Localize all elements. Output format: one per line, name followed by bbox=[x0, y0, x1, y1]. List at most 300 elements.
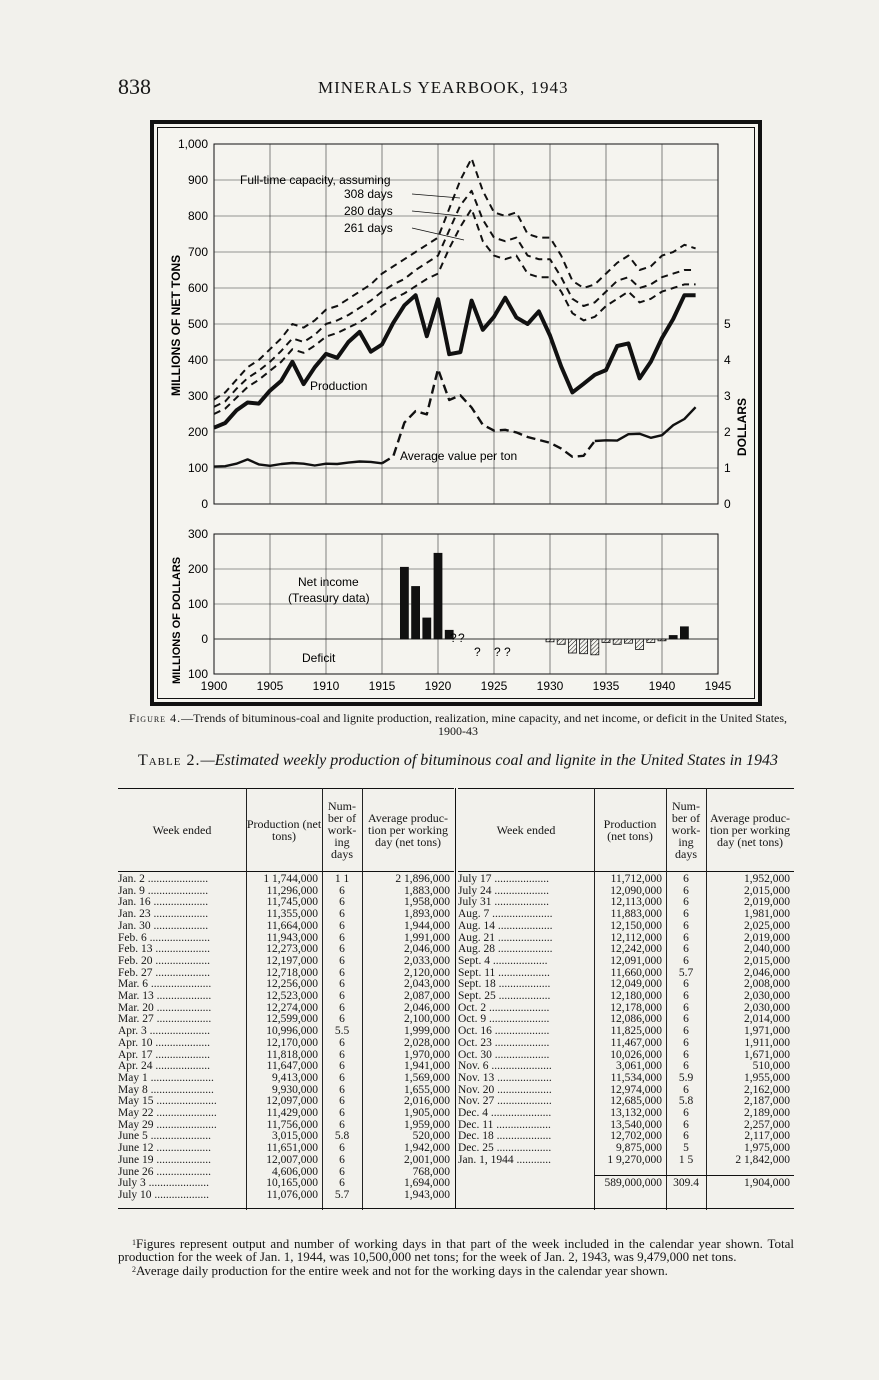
week-ended-cell: Sept. 25 .................. bbox=[458, 991, 551, 1002]
average-production-cell: 1,959,000 bbox=[404, 1118, 450, 1131]
working-days-cell: 5.7 bbox=[678, 966, 694, 979]
lower-tick-label: 200 bbox=[187, 562, 208, 576]
working-days-cell: 6 bbox=[339, 884, 345, 897]
deficit-label: Deficit bbox=[302, 651, 336, 665]
week-ended-cell: July 3 ..................... bbox=[118, 1178, 210, 1190]
working-days-cell: 6 bbox=[683, 873, 689, 885]
table-title-text: —Estimated weekly production of bituminous coal and lignite in the United States in 1943 bbox=[200, 752, 779, 769]
average-production-cell: 2,120,000 bbox=[404, 966, 450, 979]
working-days-cell: 5.9 bbox=[678, 1071, 694, 1084]
average-production-cell: 1,569,000 bbox=[404, 1071, 450, 1084]
week-ended-cell: Jan. 23 ................... bbox=[118, 909, 209, 921]
chart-lines bbox=[214, 158, 696, 466]
average-value-line-recent bbox=[595, 407, 696, 441]
week-ended-cell: Aug. 21 ................... bbox=[458, 932, 553, 944]
left-tick-label: 1,000 bbox=[177, 137, 208, 151]
right-tick-label: 1 bbox=[724, 461, 731, 475]
table-row bbox=[118, 1073, 454, 1085]
working-days-cell: 6 bbox=[339, 1013, 345, 1026]
average-production-cell: 1,991,000 bbox=[404, 931, 450, 944]
table-title bbox=[118, 752, 798, 770]
production-cell: 3,015,000 bbox=[272, 1130, 318, 1143]
average-production-cell: 2,019,000 bbox=[744, 896, 790, 909]
tick-labels bbox=[178, 137, 732, 693]
working-days-cell: 6 bbox=[683, 908, 689, 921]
week-ended-cell: Feb. 20 ................... bbox=[118, 955, 210, 967]
average-production-cell: 1,952,000 bbox=[744, 873, 790, 885]
average-production-cell: 1,975,000 bbox=[744, 1142, 790, 1155]
week-ended-cell: Oct. 23 ................... bbox=[458, 1037, 550, 1049]
footnote-1-text: Figures represent output and number of working days in that part of the week included in the calendar year shown. Total production for the week of Jan. 1, 1944, was 10,500,000 net tons; for the week of Jan. 2, 1943, was 9,479,000 net tons. bbox=[118, 1236, 794, 1264]
average-production-cell: 1,694,000 bbox=[404, 1177, 450, 1190]
production-cell: 11,660,000 bbox=[610, 966, 662, 979]
left-tick-label: 600 bbox=[187, 281, 208, 295]
week-ended-cell: Mar. 27 ................... bbox=[118, 1014, 212, 1026]
table-row bbox=[118, 921, 454, 933]
unknown-mark-1: ? bbox=[450, 631, 457, 645]
unknown-mark-4: ? bbox=[494, 645, 501, 659]
table-row bbox=[118, 1038, 454, 1050]
working-days-cell: 5.5 bbox=[334, 1025, 350, 1038]
week-ended-cell: Nov. 13 ................... bbox=[458, 1072, 552, 1084]
average-production-cell: 2,046,000 bbox=[404, 1001, 450, 1014]
production-cell: 1 9,270,000 bbox=[607, 1153, 662, 1166]
table-label: Table 2. bbox=[137, 752, 201, 769]
label-261-days: 261 days bbox=[344, 221, 393, 235]
average-production-cell: 2 1,896,000 bbox=[395, 873, 450, 885]
deficit-bar bbox=[624, 639, 632, 643]
x-tick-label: 1900 bbox=[200, 679, 228, 693]
table-header-cell: Num-ber of work-ing days bbox=[327, 799, 357, 861]
net-income-bar bbox=[680, 627, 688, 639]
table-left-half bbox=[118, 788, 454, 1228]
table-header-cell: Average produc-tion per working day (net tons) bbox=[367, 811, 449, 849]
working-days-cell: 6 bbox=[339, 1083, 345, 1096]
table-row bbox=[458, 1038, 794, 1050]
week-ended-cell: June 26 ................... bbox=[118, 1166, 211, 1178]
working-days-cell: 1 1 bbox=[334, 873, 350, 885]
production-cell: 11,296,000 bbox=[266, 884, 318, 897]
average-production-cell: 1,893,000 bbox=[404, 908, 450, 921]
week-ended-cell: Jan. 30 ................... bbox=[118, 920, 209, 932]
production-cell: 11,745,000 bbox=[266, 896, 318, 909]
table-row bbox=[118, 874, 454, 886]
right-tick-label: 2 bbox=[724, 425, 731, 439]
x-tick-label: 1920 bbox=[424, 679, 452, 693]
week-ended-cell: Mar. 6 ..................... bbox=[118, 979, 212, 991]
lower-tick-label: 0 bbox=[201, 632, 208, 646]
working-days-cell: 6 bbox=[339, 1177, 345, 1190]
working-days-cell: 6 bbox=[683, 1060, 689, 1073]
label-308-days: 308 days bbox=[344, 187, 393, 201]
average-production-cell: 2,030,000 bbox=[744, 1001, 790, 1014]
figure-caption-text: —Trends of bituminous-coal and lignite production, realization, mine capacity, and net income, or deficit in the United States, 1900-43 bbox=[181, 711, 788, 738]
footnotes bbox=[118, 1236, 794, 1277]
right-axis-label: DOLLARS bbox=[735, 398, 749, 456]
production-cell: 12,685,000 bbox=[610, 1095, 662, 1108]
working-days-cell: 6 bbox=[683, 978, 689, 991]
production-cell: 12,599,000 bbox=[266, 1013, 318, 1026]
working-days-cell: 6 bbox=[339, 1060, 345, 1073]
working-days-cell: 6 bbox=[683, 1118, 689, 1131]
week-ended-cell: Jan. 2 ..................... bbox=[118, 874, 209, 885]
week-ended-cell: May 1 ...................... bbox=[118, 1072, 214, 1084]
footnote-2: $^2$Average daily production for the entire week and not for the working days in the calendar year shown. bbox=[132, 1263, 668, 1278]
average-production-cell: 2,016,000 bbox=[404, 1095, 450, 1108]
lower-tick-label: 100 bbox=[187, 667, 208, 681]
week-ended-cell: June 5 ..................... bbox=[118, 1131, 211, 1143]
working-days-cell: 6 bbox=[339, 1071, 345, 1084]
week-ended-cell: Dec. 18 ................... bbox=[458, 1131, 552, 1143]
table-right-half bbox=[458, 788, 794, 1228]
working-days-cell: 6 bbox=[683, 1107, 689, 1119]
working-days-cell: 6 bbox=[339, 966, 345, 979]
production-cell: 11,825,000 bbox=[610, 1025, 662, 1038]
production-cell: 12,007,000 bbox=[266, 1153, 318, 1166]
working-days-cell: 6 bbox=[683, 954, 689, 967]
right-tick-label: 5 bbox=[724, 317, 731, 331]
capacity-261-line bbox=[214, 209, 696, 414]
unknown-mark-3: ? bbox=[474, 645, 481, 659]
week-ended-cell: June 19 ................... bbox=[118, 1154, 211, 1166]
table-header-cell: Week ended bbox=[496, 823, 556, 837]
total-rule bbox=[594, 1175, 794, 1176]
table-header-row bbox=[458, 788, 794, 872]
week-ended-cell: May 8 ...................... bbox=[118, 1084, 214, 1096]
production-cell: 12,273,000 bbox=[266, 943, 318, 956]
net-income-bar bbox=[400, 567, 408, 639]
working-days-cell: 6 bbox=[683, 931, 689, 944]
table-row bbox=[118, 956, 454, 968]
production-cell: 11,756,000 bbox=[266, 1118, 318, 1131]
left-tick-label: 100 bbox=[187, 461, 208, 475]
average-production-cell: 2,001,000 bbox=[404, 1153, 450, 1166]
production-cell: 11,943,000 bbox=[266, 931, 318, 944]
average-value-line bbox=[214, 459, 382, 466]
table-header-cell: Average produc-tion per working day (net tons) bbox=[709, 811, 791, 849]
production-cell: 12,112,000 bbox=[610, 931, 662, 944]
average-production-cell: 2,043,000 bbox=[404, 978, 450, 991]
production-cell: 3,061,000 bbox=[616, 1060, 662, 1073]
deficit-bar bbox=[580, 639, 588, 654]
production-cell: 9,413,000 bbox=[272, 1071, 318, 1084]
right-tick-label: 3 bbox=[724, 389, 731, 403]
net-income-bar bbox=[434, 553, 442, 639]
figure-caption bbox=[118, 712, 798, 738]
production-cell: 11,651,000 bbox=[266, 1142, 318, 1155]
week-ended-cell: Apr. 10 ................... bbox=[118, 1037, 210, 1049]
week-ended-cell: Oct. 16 ................... bbox=[458, 1026, 550, 1038]
left-tick-label: 900 bbox=[187, 173, 208, 187]
average-production-cell: 1,955,000 bbox=[744, 1071, 790, 1084]
production-line bbox=[214, 295, 696, 428]
week-ended-cell: Oct. 30 ................... bbox=[458, 1049, 550, 1061]
average-production-cell: 1,981,000 bbox=[744, 908, 790, 921]
production-cell: 1 1,744,000 bbox=[263, 873, 318, 885]
production-cell: 12,197,000 bbox=[266, 954, 318, 967]
week-ended-cell: Dec. 11 ................... bbox=[458, 1119, 551, 1131]
working-days-cell: 5.7 bbox=[334, 1188, 350, 1201]
lower-axis-label: MILLIONS OF DOLLARS bbox=[171, 556, 183, 684]
average-production-cell: 2,100,000 bbox=[404, 1013, 450, 1026]
working-days-cell: 6 bbox=[339, 931, 345, 944]
production-cell: 12,523,000 bbox=[266, 990, 318, 1002]
production-cell: 11,647,000 bbox=[266, 1060, 318, 1073]
net-income-bar bbox=[669, 636, 677, 640]
capacity-legend-label: Full-time capacity, assuming bbox=[240, 173, 391, 187]
right-tick-label: 4 bbox=[724, 353, 731, 367]
x-tick-label: 1905 bbox=[256, 679, 284, 693]
week-ended-cell: June 12 ................... bbox=[118, 1143, 211, 1155]
week-ended-cell: Dec. 25 ................... bbox=[458, 1143, 552, 1155]
working-days-cell: 6 bbox=[339, 1095, 345, 1108]
week-ended-cell: Jan. 1, 1944 ............ bbox=[458, 1154, 551, 1166]
deficit-bar bbox=[591, 639, 599, 655]
average-production-cell: 2,040,000 bbox=[744, 943, 790, 956]
footnote-1: $^1$Figures represent output and number of working days in that part of the week included in the calendar year shown. Total production for the week of Jan. 1, 1944, was 10,500,000 net tons; for the week of Jan. 2, 1943, was 9,479,000 net tons. bbox=[118, 1236, 794, 1264]
production-cell: 12,113,000 bbox=[610, 896, 662, 909]
net-income-bar bbox=[412, 587, 420, 640]
x-tick-label: 1945 bbox=[704, 679, 732, 693]
production-cell: 11,467,000 bbox=[610, 1036, 662, 1049]
production-cell: 11,712,000 bbox=[610, 873, 662, 885]
week-ended-cell: Feb. 27 ................... bbox=[118, 967, 210, 979]
average-production-cell: 510,000 bbox=[752, 1060, 790, 1073]
average-production-cell: 2,189,000 bbox=[744, 1107, 790, 1119]
average-production-total: 1,904,000 bbox=[744, 1177, 790, 1190]
average-production-cell: 2,046,000 bbox=[744, 966, 790, 979]
working-days-cell: 6 bbox=[683, 884, 689, 897]
working-days-cell: 6 bbox=[683, 1048, 689, 1061]
label-280-days: 280 days bbox=[344, 204, 393, 218]
week-ended-cell: Nov. 6 ..................... bbox=[458, 1061, 552, 1073]
production-cell: 11,664,000 bbox=[266, 919, 318, 932]
table-body bbox=[118, 788, 794, 1228]
production-cell: 12,718,000 bbox=[266, 966, 318, 979]
x-tick-label: 1925 bbox=[480, 679, 508, 693]
production-cell: 11,355,000 bbox=[266, 908, 318, 921]
deficit-bar bbox=[546, 639, 554, 642]
x-tick-label: 1935 bbox=[592, 679, 620, 693]
working-days-cell: 6 bbox=[339, 1153, 345, 1166]
production-cell: 11,818,000 bbox=[266, 1048, 318, 1061]
production-cell: 12,274,000 bbox=[266, 1001, 318, 1014]
production-cell: 4,606,000 bbox=[272, 1165, 318, 1178]
week-ended-cell: Feb. 13 ................... bbox=[118, 944, 210, 956]
production-cell: 12,091,000 bbox=[610, 954, 662, 967]
production-cell: 12,178,000 bbox=[610, 1001, 662, 1014]
week-ended-cell: Apr. 24 ................... bbox=[118, 1061, 210, 1073]
working-days-cell: 6 bbox=[339, 1118, 345, 1131]
net-income-bar bbox=[423, 618, 431, 639]
page-number: 838 bbox=[118, 74, 151, 99]
production-cell: 12,086,000 bbox=[610, 1013, 662, 1026]
table-header-cell: Week ended bbox=[152, 823, 212, 837]
average-production-cell: 1,671,000 bbox=[744, 1048, 790, 1061]
working-days-cell: 6 bbox=[339, 896, 345, 909]
deficit-bar bbox=[613, 639, 621, 644]
working-days-cell: 6 bbox=[339, 908, 345, 921]
average-production-cell: 768,000 bbox=[412, 1165, 450, 1178]
production-cell: 9,930,000 bbox=[272, 1083, 318, 1096]
average-production-cell: 2,025,000 bbox=[744, 919, 790, 932]
production-cell: 12,180,000 bbox=[610, 990, 662, 1002]
table-header-row bbox=[118, 788, 454, 872]
production-cell: 10,026,000 bbox=[610, 1048, 662, 1061]
x-tick-label: 1940 bbox=[648, 679, 676, 693]
average-production-cell: 1,905,000 bbox=[404, 1107, 450, 1119]
week-ended-cell: Aug. 7 ..................... bbox=[458, 909, 553, 921]
week-ended-cell: Dec. 4 ..................... bbox=[458, 1108, 552, 1119]
working-days-cell: 6 bbox=[339, 943, 345, 956]
production-cell: 10,996,000 bbox=[266, 1025, 318, 1038]
average-production-cell: 1,943,000 bbox=[404, 1188, 450, 1201]
week-ended-cell: Apr. 3 ..................... bbox=[118, 1026, 210, 1038]
average-production-cell: 2,162,000 bbox=[744, 1083, 790, 1096]
x-tick-label: 1930 bbox=[536, 679, 564, 693]
pointer-308 bbox=[412, 194, 460, 198]
average-production-cell: 2 1,842,000 bbox=[735, 1153, 790, 1166]
average-production-cell: 1,655,000 bbox=[404, 1083, 450, 1096]
table-row bbox=[458, 956, 794, 968]
working-days-cell: 6 bbox=[683, 919, 689, 932]
unknown-mark-2: ? bbox=[458, 631, 465, 645]
treasury-label: (Treasury data) bbox=[288, 591, 370, 605]
footnote-2-text: Average daily production for the entire week and not for the working days in the calendar year shown. bbox=[136, 1263, 668, 1278]
working-days-cell: 6 bbox=[683, 1013, 689, 1026]
table-header-cell: Production (net tons) bbox=[246, 817, 322, 843]
week-ended-cell: May 22 ..................... bbox=[118, 1108, 217, 1119]
average-production-cell: 2,014,000 bbox=[744, 1013, 790, 1026]
figure-4 bbox=[150, 120, 762, 706]
week-ended-cell: July 10 ................... bbox=[118, 1189, 210, 1201]
working-days-cell: 6 bbox=[683, 1083, 689, 1096]
week-ended-cell: July 17 ................... bbox=[458, 874, 550, 885]
week-ended-cell: Aug. 14 ................... bbox=[458, 920, 553, 932]
table-header-cell: Production (net tons) bbox=[603, 817, 657, 843]
production-cell: 11,076,000 bbox=[266, 1188, 318, 1201]
working-days-cell: 1 5 bbox=[678, 1153, 694, 1166]
average-production-cell: 1,941,000 bbox=[404, 1060, 450, 1073]
left-tick-label: 500 bbox=[187, 317, 208, 331]
working-days-cell: 6 bbox=[339, 1165, 345, 1178]
left-tick-label: 0 bbox=[201, 497, 208, 511]
week-ended-cell: July 24 ................... bbox=[458, 885, 550, 897]
average-production-cell: 1,944,000 bbox=[404, 919, 450, 932]
deficit-bar bbox=[636, 639, 644, 650]
week-ended-cell: Oct. 9 ..................... bbox=[458, 1014, 550, 1026]
average-production-cell: 2,187,000 bbox=[744, 1095, 790, 1108]
working-days-cell: 6 bbox=[683, 1036, 689, 1049]
average-production-cell: 2,046,000 bbox=[404, 943, 450, 956]
average-production-cell: 1,883,000 bbox=[404, 884, 450, 897]
average-production-cell: 1,970,000 bbox=[404, 1048, 450, 1061]
table-row bbox=[118, 1155, 454, 1167]
week-ended-cell: Nov. 20 ................... bbox=[458, 1084, 552, 1096]
average-production-cell: 520,000 bbox=[412, 1130, 450, 1143]
week-ended-cell: Jan. 9 ..................... bbox=[118, 885, 209, 897]
production-cell: 12,242,000 bbox=[610, 943, 662, 956]
left-tick-label: 300 bbox=[187, 389, 208, 403]
working-days-cell: 6 bbox=[683, 943, 689, 956]
production-total: 589,000,000 bbox=[604, 1177, 662, 1190]
left-tick-label: 700 bbox=[187, 245, 208, 259]
deficit-bar bbox=[602, 639, 610, 643]
week-ended-cell: Sept. 11 .................. bbox=[458, 967, 550, 979]
table-header-cell: Num-ber of work-ing days bbox=[671, 799, 701, 861]
figure-label: Figure 4. bbox=[128, 711, 182, 725]
week-ended-cell: Feb. 6 ..................... bbox=[118, 932, 210, 944]
week-ended-cell: May 15 ..................... bbox=[118, 1096, 217, 1108]
average-production-cell: 1,942,000 bbox=[404, 1142, 450, 1155]
production-cell: 12,150,000 bbox=[610, 919, 662, 932]
week-ended-cell: Sept. 18 .................. bbox=[458, 979, 551, 991]
production-cell: 12,049,000 bbox=[610, 978, 662, 991]
table-row bbox=[458, 921, 794, 933]
working-days-cell: 6 bbox=[683, 1130, 689, 1143]
pointer-280 bbox=[412, 211, 462, 216]
lower-tick-label: 100 bbox=[187, 597, 208, 611]
table-row bbox=[458, 874, 794, 886]
working-days-cell: 6 bbox=[339, 919, 345, 932]
production-cell: 13,540,000 bbox=[610, 1118, 662, 1131]
net-income-label: Net income bbox=[298, 575, 359, 589]
x-tick-label: 1910 bbox=[312, 679, 340, 693]
table-row bbox=[458, 1073, 794, 1085]
running-title: MINERALS YEARBOOK, 1943 bbox=[318, 78, 569, 97]
working-days-cell: 6 bbox=[683, 1025, 689, 1038]
working-days-cell: 6 bbox=[339, 954, 345, 967]
average-value-label: Average value per ton bbox=[400, 449, 518, 463]
right-tick-label: 0 bbox=[724, 497, 731, 511]
average-production-cell: 2,019,000 bbox=[744, 931, 790, 944]
average-production-cell: 2,087,000 bbox=[404, 990, 450, 1002]
working-days-total: 309.4 bbox=[673, 1177, 699, 1190]
production-cell: 9,875,000 bbox=[616, 1142, 662, 1155]
table-row bbox=[458, 1155, 794, 1167]
average-production-cell: 2,015,000 bbox=[744, 954, 790, 967]
average-production-cell: 1,999,000 bbox=[404, 1025, 450, 1038]
working-days-cell: 6 bbox=[683, 1001, 689, 1014]
week-ended-cell: Mar. 20 ................... bbox=[118, 1002, 212, 1014]
production-cell: 12,702,000 bbox=[610, 1130, 662, 1143]
table-divider bbox=[455, 788, 456, 1208]
average-production-cell: 2,030,000 bbox=[744, 990, 790, 1002]
production-cell: 12,090,000 bbox=[610, 884, 662, 897]
figure-chart bbox=[154, 124, 758, 702]
lower-tick-label: 300 bbox=[187, 527, 208, 541]
production-table bbox=[118, 788, 794, 1228]
working-days-cell: 6 bbox=[339, 1036, 345, 1049]
table-row bbox=[118, 1190, 454, 1202]
working-days-cell: 6 bbox=[339, 1142, 345, 1155]
week-ended-cell: Oct. 2 ..................... bbox=[458, 1002, 550, 1014]
working-days-cell: 6 bbox=[683, 896, 689, 909]
working-days-cell: 6 bbox=[339, 990, 345, 1002]
working-days-cell: 6 bbox=[339, 978, 345, 991]
week-ended-cell: July 31 ................... bbox=[458, 897, 550, 909]
production-cell: 11,534,000 bbox=[610, 1071, 662, 1084]
week-ended-cell: May 29 ..................... bbox=[118, 1119, 217, 1131]
left-tick-label: 800 bbox=[187, 209, 208, 223]
average-production-cell: 2,015,000 bbox=[744, 884, 790, 897]
deficit-bar bbox=[568, 639, 576, 653]
deficit-bar bbox=[647, 639, 655, 643]
production-cell: 12,170,000 bbox=[266, 1036, 318, 1049]
average-production-cell: 1,911,000 bbox=[744, 1036, 790, 1049]
production-label: Production bbox=[310, 379, 368, 393]
average-production-cell: 1,958,000 bbox=[404, 896, 450, 909]
